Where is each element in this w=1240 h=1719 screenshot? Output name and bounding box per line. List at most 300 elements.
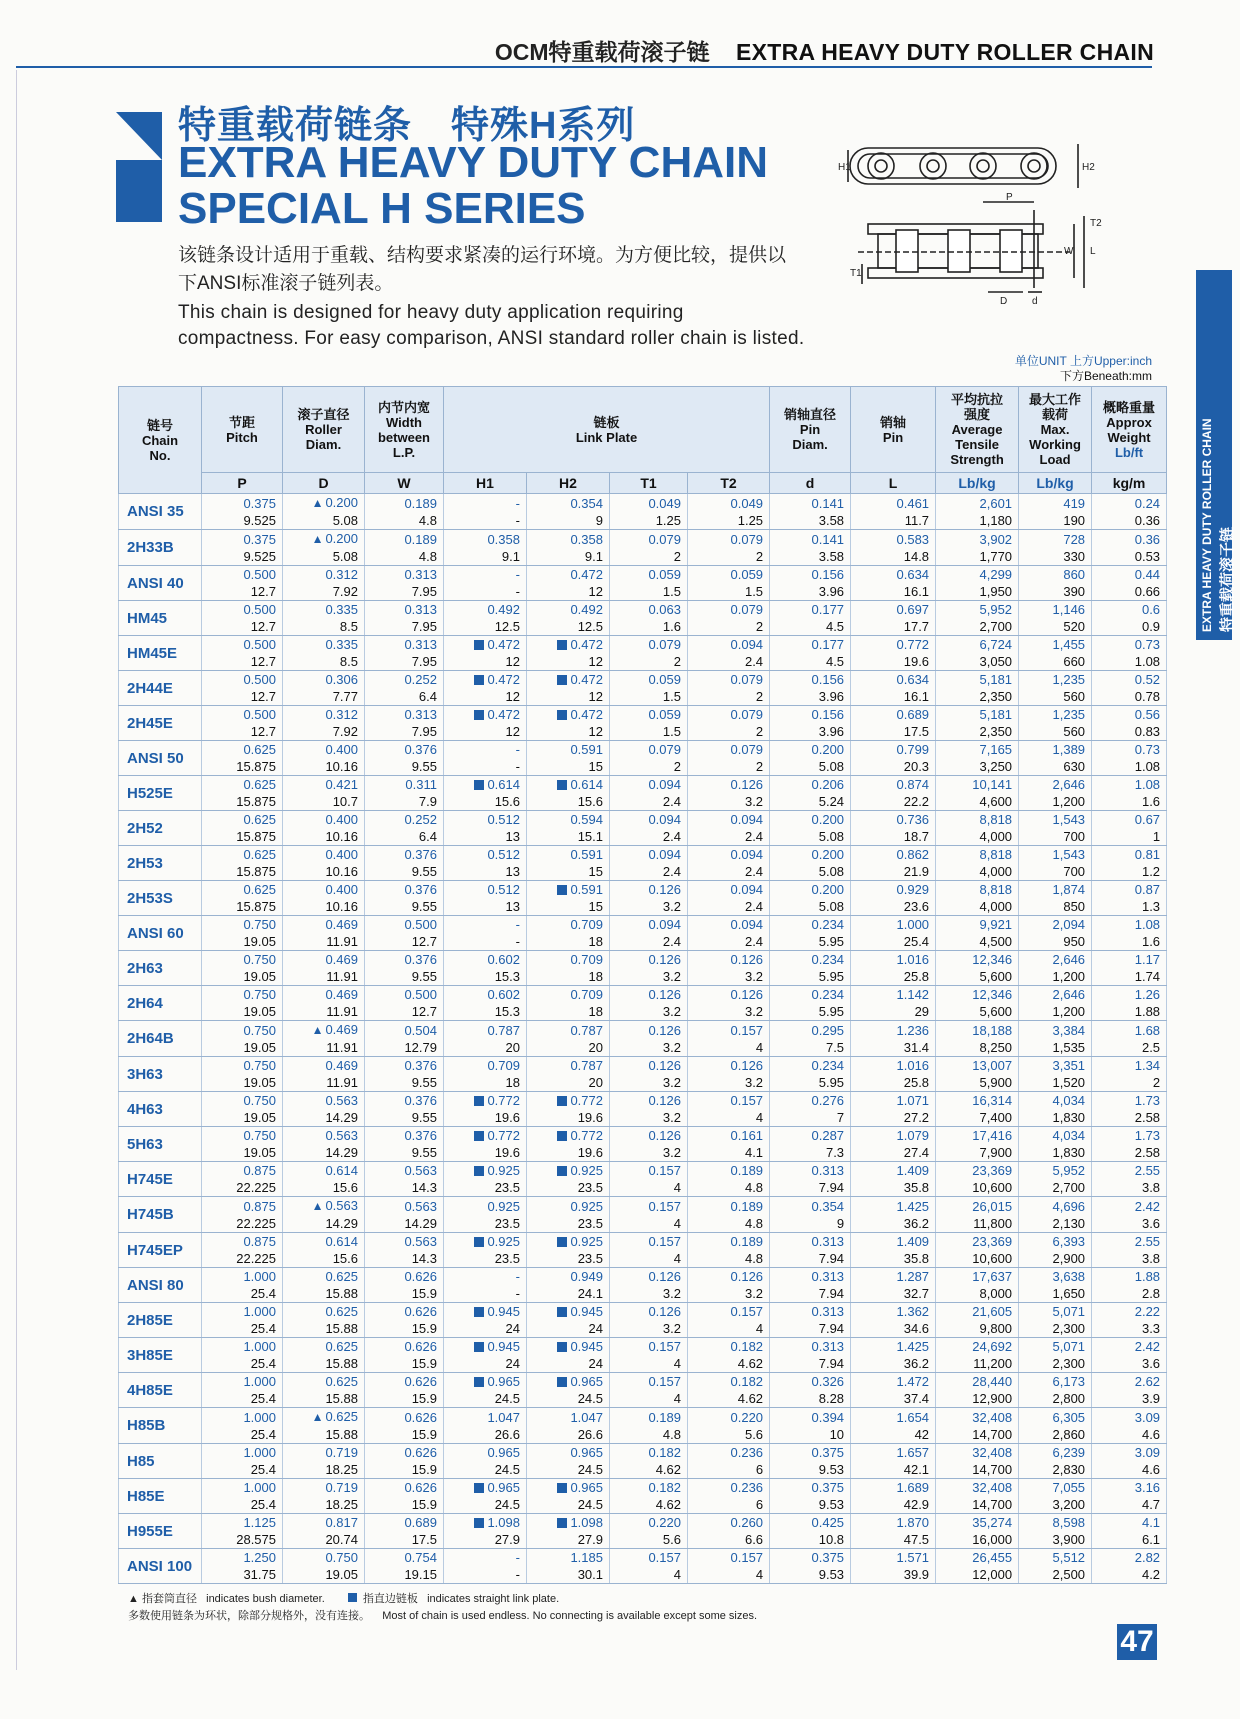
pin-length-inch-cell: 1.870: [851, 1514, 936, 1532]
table-row-inch: [119, 846, 1167, 864]
pin-diam-inch-cell: 0.156: [770, 566, 851, 584]
pin-diam-inch-cell: 0.141: [770, 494, 851, 513]
pitch-inch-cell: 1.000: [202, 1373, 283, 1391]
col-width: 内节内宽 Width between L.P.: [365, 387, 444, 473]
working-mm-cell: 190: [1019, 512, 1092, 530]
chain-number-cell: ANSI 100: [119, 1549, 202, 1584]
t2-inch-cell: 0.189: [688, 1162, 770, 1180]
working-inch-cell: 3,384: [1019, 1021, 1092, 1040]
h2-inch-cell: 0.354: [527, 494, 610, 513]
t1-mm-cell: 4: [610, 1179, 688, 1197]
diagram-label-p: P: [1006, 192, 1013, 203]
h2-mm-cell: 12: [527, 688, 610, 706]
h1-mm-cell: -: [444, 758, 527, 776]
width-mm-cell: 12.7: [365, 1003, 444, 1021]
table-row-mm: [119, 1390, 1167, 1408]
width-mm-cell: 12.79: [365, 1039, 444, 1057]
pin-diam-mm-cell: 7.94: [770, 1250, 851, 1268]
pitch-mm-cell: 19.05: [202, 1074, 283, 1092]
t1-mm-cell: 2.4: [610, 828, 688, 846]
pin-diam-inch-cell: 0.276: [770, 1092, 851, 1110]
working-mm-cell: 520: [1019, 618, 1092, 636]
pin-diam-inch-cell: 0.375: [770, 1549, 851, 1567]
t2-inch-cell: 0.094: [688, 846, 770, 864]
pin-diam-mm-cell: 3.58: [770, 512, 851, 530]
roller-inch-cell: 0.312: [283, 566, 365, 584]
pin-diam-inch-cell: 0.177: [770, 636, 851, 654]
pitch-mm-cell: 12.7: [202, 583, 283, 601]
table-row-mm: [119, 1039, 1167, 1057]
h2-mm-cell: 24.5: [527, 1461, 610, 1479]
pitch-mm-cell: 19.05: [202, 1003, 283, 1021]
working-mm-cell: 2,700: [1019, 1179, 1092, 1197]
t1-inch-cell: 0.182: [610, 1444, 688, 1462]
bush-diameter-icon: ▲: [311, 1410, 324, 1424]
weight-mm-cell: 6.1: [1092, 1531, 1167, 1549]
pin-diam-inch-cell: 0.313: [770, 1162, 851, 1180]
footnote-sq-en: indicates straight link plate.: [427, 1593, 560, 1605]
width-mm-cell: 15.9: [365, 1355, 444, 1373]
roller-inch-cell: 0.306: [283, 671, 365, 689]
chain-number-cell: H745EP: [119, 1233, 202, 1268]
chain-number-cell: 2H52: [119, 811, 202, 846]
h2-mm-cell: 9.1: [527, 548, 610, 566]
table-row-mm: [119, 1285, 1167, 1303]
h2-inch-cell: 0.614: [527, 776, 610, 794]
tensile-mm-cell: 2,700: [936, 618, 1019, 636]
working-inch-cell: 3,351: [1019, 1057, 1092, 1075]
pin-length-inch-cell: 1.689: [851, 1479, 936, 1497]
h1-inch-cell: -: [444, 566, 527, 584]
tensile-mm-cell: 4,600: [936, 793, 1019, 811]
h2-mm-cell: 15: [527, 863, 610, 881]
h2-inch-cell: 0.945: [527, 1303, 610, 1321]
pin-length-mm-cell: 21.9: [851, 863, 936, 881]
t1-mm-cell: 2.4: [610, 863, 688, 881]
t1-inch-cell: 0.126: [610, 1021, 688, 1040]
width-inch-cell: 0.500: [365, 916, 444, 934]
h2-inch-cell: 0.925: [527, 1233, 610, 1251]
table-row-mm: [119, 653, 1167, 671]
t1-mm-cell: 3.2: [610, 1039, 688, 1057]
t1-inch-cell: 0.126: [610, 986, 688, 1004]
h2-inch-cell: 0.591: [527, 741, 610, 759]
roller-inch-cell: ▲ 0.200: [283, 530, 365, 549]
chain-number-cell: H85E: [119, 1479, 202, 1514]
h2-inch-cell: 0.709: [527, 916, 610, 934]
weight-inch-cell: 1.26: [1092, 986, 1167, 1004]
roller-mm-cell: 10.7: [283, 793, 365, 811]
pin-diam-inch-cell: 0.200: [770, 811, 851, 829]
bush-diameter-icon: ▲: [311, 1199, 324, 1213]
pitch-inch-cell: 1.000: [202, 1303, 283, 1321]
pitch-mm-cell: 19.05: [202, 1109, 283, 1127]
pitch-mm-cell: 28.575: [202, 1531, 283, 1549]
h1-mm-cell: 23.5: [444, 1179, 527, 1197]
tensile-inch-cell: 32,408: [936, 1479, 1019, 1497]
weight-mm-cell: 0.78: [1092, 688, 1167, 706]
title-cn: 特重载荷链条 特殊H系列: [178, 105, 636, 147]
t1-inch-cell: 0.059: [610, 706, 688, 724]
h2-inch-cell: 0.709: [527, 951, 610, 969]
table-row-inch: [119, 1444, 1167, 1462]
straight-plate-icon: [474, 1518, 484, 1528]
h1-mm-cell: 27.9: [444, 1531, 527, 1549]
tensile-mm-cell: 3,050: [936, 653, 1019, 671]
tensile-inch-cell: 28,440: [936, 1373, 1019, 1391]
pin-length-mm-cell: 18.7: [851, 828, 936, 846]
t2-mm-cell: 4.8: [688, 1179, 770, 1197]
h1-inch-cell: 0.512: [444, 811, 527, 829]
working-inch-cell: 6,305: [1019, 1408, 1092, 1427]
tensile-inch-cell: 32,408: [936, 1444, 1019, 1462]
roller-mm-cell: 7.92: [283, 583, 365, 601]
pin-length-inch-cell: 1.362: [851, 1303, 936, 1321]
straight-plate-icon: [474, 780, 484, 790]
t1-mm-cell: 4: [610, 1355, 688, 1373]
straight-plate-icon: [557, 710, 567, 720]
t2-inch-cell: 0.260: [688, 1514, 770, 1532]
tensile-inch-cell: 8,818: [936, 846, 1019, 864]
pitch-inch-cell: 0.500: [202, 566, 283, 584]
h1-inch-cell: 0.358: [444, 530, 527, 549]
tensile-mm-cell: 5,900: [936, 1074, 1019, 1092]
table-row-mm: [119, 1496, 1167, 1514]
tensile-mm-cell: 14,700: [936, 1461, 1019, 1479]
weight-mm-cell: 0.36: [1092, 512, 1167, 530]
pitch-mm-cell: 22.225: [202, 1250, 283, 1268]
t2-inch-cell: 0.189: [688, 1233, 770, 1251]
weight-mm-cell: 1.08: [1092, 758, 1167, 776]
pin-length-mm-cell: 17.5: [851, 723, 936, 741]
straight-plate-icon: [474, 1096, 484, 1106]
pitch-inch-cell: 0.625: [202, 846, 283, 864]
working-mm-cell: 630: [1019, 758, 1092, 776]
h2-mm-cell: 19.6: [527, 1109, 610, 1127]
roller-mm-cell: 14.29: [283, 1109, 365, 1127]
h1-mm-cell: 24: [444, 1355, 527, 1373]
table-row-inch: [119, 1127, 1167, 1145]
bush-diameter-icon: ▲: [311, 532, 324, 546]
table-row-inch: [119, 741, 1167, 759]
width-mm-cell: 7.9: [365, 793, 444, 811]
h2-inch-cell: 0.945: [527, 1338, 610, 1356]
working-inch-cell: 1,455: [1019, 636, 1092, 654]
width-mm-cell: 9.55: [365, 1109, 444, 1127]
table-row-mm: [119, 793, 1167, 811]
working-mm-cell: 950: [1019, 933, 1092, 951]
working-inch-cell: 1,543: [1019, 811, 1092, 829]
roller-mm-cell: 19.05: [283, 1566, 365, 1584]
t1-inch-cell: 0.059: [610, 566, 688, 584]
pin-diam-inch-cell: 0.200: [770, 846, 851, 864]
table-row-inch: [119, 776, 1167, 794]
t2-inch-cell: 0.182: [688, 1373, 770, 1391]
pitch-inch-cell: 1.000: [202, 1479, 283, 1497]
chain-number-cell: 2H45E: [119, 706, 202, 741]
pitch-mm-cell: 15.875: [202, 828, 283, 846]
pin-diam-inch-cell: 0.425: [770, 1514, 851, 1532]
h1-inch-cell: -: [444, 741, 527, 759]
roller-mm-cell: 18.25: [283, 1496, 365, 1514]
pin-length-inch-cell: 0.634: [851, 671, 936, 689]
table-row-inch: [119, 1162, 1167, 1180]
pin-length-mm-cell: 42.1: [851, 1461, 936, 1479]
col-weight: [1092, 387, 1167, 473]
col-roller: 滚子直径 Roller Diam.: [283, 387, 365, 473]
table-row-inch: [119, 530, 1167, 549]
weight-mm-cell: 0.66: [1092, 583, 1167, 601]
roller-mm-cell: 20.74: [283, 1531, 365, 1549]
h2-mm-cell: 12.5: [527, 618, 610, 636]
t1-mm-cell: 3.2: [610, 1320, 688, 1338]
working-inch-cell: 3,638: [1019, 1268, 1092, 1286]
h1-inch-cell: 0.512: [444, 846, 527, 864]
h2-mm-cell: 18: [527, 933, 610, 951]
h2-mm-cell: 15: [527, 758, 610, 776]
bush-diameter-icon: ▲: [311, 1023, 324, 1037]
h2-mm-cell: 23.5: [527, 1250, 610, 1268]
pin-length-inch-cell: 0.583: [851, 530, 936, 549]
unit-note: [1015, 354, 1152, 384]
chain-number-cell: 4H85E: [119, 1373, 202, 1408]
tensile-inch-cell: 8,818: [936, 811, 1019, 829]
h1-mm-cell: -: [444, 512, 527, 530]
table-row-mm: [119, 828, 1167, 846]
h2-inch-cell: 0.787: [527, 1057, 610, 1075]
pitch-inch-cell: 0.875: [202, 1197, 283, 1216]
pin-diam-mm-cell: 5.24: [770, 793, 851, 811]
weight-mm-cell: 3.6: [1092, 1355, 1167, 1373]
h2-inch-cell: 0.492: [527, 601, 610, 619]
chain-number-cell: HM45: [119, 601, 202, 636]
pitch-mm-cell: 15.875: [202, 898, 283, 916]
pin-diam-inch-cell: 0.287: [770, 1127, 851, 1145]
footnote-line2: [128, 1608, 757, 1625]
t2-inch-cell: 0.157: [688, 1021, 770, 1040]
pin-diam-mm-cell: 8.28: [770, 1390, 851, 1408]
working-inch-cell: 1,235: [1019, 706, 1092, 724]
width-inch-cell: 0.626: [365, 1479, 444, 1497]
t1-inch-cell: 0.220: [610, 1514, 688, 1532]
roller-inch-cell: 0.335: [283, 601, 365, 619]
weight-mm-cell: 0.9: [1092, 618, 1167, 636]
diagram-label-pin-d: d: [1032, 296, 1038, 307]
t1-mm-cell: 1.5: [610, 723, 688, 741]
t2-inch-cell: 0.079: [688, 741, 770, 759]
col-working: 最大工作 载荷 Max. Working Load: [1019, 387, 1092, 473]
working-mm-cell: 2,900: [1019, 1250, 1092, 1268]
roller-inch-cell: 0.750: [283, 1549, 365, 1567]
pin-diam-inch-cell: 0.313: [770, 1268, 851, 1286]
straight-plate-icon: [557, 1483, 567, 1493]
h1-inch-cell: 0.965: [444, 1479, 527, 1497]
weight-inch-cell: 2.62: [1092, 1373, 1167, 1391]
table-row-inch: [119, 811, 1167, 829]
pin-length-inch-cell: 1.071: [851, 1092, 936, 1110]
h1-inch-cell: 0.945: [444, 1338, 527, 1356]
tensile-inch-cell: 26,015: [936, 1197, 1019, 1216]
working-inch-cell: 860: [1019, 566, 1092, 584]
chain-number-cell: H745E: [119, 1162, 202, 1197]
h2-inch-cell: 0.787: [527, 1021, 610, 1040]
width-inch-cell: 0.626: [365, 1303, 444, 1321]
footnote-tri-en: indicates bush diameter.: [206, 1593, 325, 1605]
tensile-mm-cell: 2,350: [936, 688, 1019, 706]
t1-inch-cell: 0.094: [610, 811, 688, 829]
pitch-mm-cell: 15.875: [202, 758, 283, 776]
working-mm-cell: 2,860: [1019, 1426, 1092, 1444]
h2-inch-cell: 0.591: [527, 881, 610, 899]
t1-mm-cell: 4.8: [610, 1426, 688, 1444]
t1-mm-cell: 2: [610, 758, 688, 776]
tensile-inch-cell: 35,274: [936, 1514, 1019, 1532]
width-mm-cell: 14.3: [365, 1179, 444, 1197]
h2-mm-cell: 24.5: [527, 1390, 610, 1408]
h2-inch-cell: 0.358: [527, 530, 610, 549]
width-mm-cell: 7.95: [365, 618, 444, 636]
roller-inch-cell: ▲ 0.200: [283, 494, 365, 513]
h1-mm-cell: 23.5: [444, 1250, 527, 1268]
pin-diam-inch-cell: 0.234: [770, 1057, 851, 1075]
pitch-mm-cell: 25.4: [202, 1390, 283, 1408]
width-inch-cell: 0.313: [365, 706, 444, 724]
table-row-mm: [119, 1144, 1167, 1162]
sym-t2: T2: [688, 473, 770, 494]
weight-inch-cell: 4.1: [1092, 1514, 1167, 1532]
title-accent-triangle: [116, 112, 162, 160]
weight-inch-cell: 0.52: [1092, 671, 1167, 689]
t1-inch-cell: 0.126: [610, 1268, 688, 1286]
roller-inch-cell: 0.400: [283, 881, 365, 899]
pin-diam-inch-cell: 0.206: [770, 776, 851, 794]
t2-mm-cell: 2.4: [688, 828, 770, 846]
t2-mm-cell: 3.2: [688, 1074, 770, 1092]
t2-inch-cell: 0.157: [688, 1549, 770, 1567]
pitch-mm-cell: 19.05: [202, 968, 283, 986]
h2-mm-cell: 12: [527, 583, 610, 601]
pin-length-inch-cell: 0.461: [851, 494, 936, 513]
pitch-inch-cell: 1.000: [202, 1408, 283, 1427]
pitch-inch-cell: 0.500: [202, 671, 283, 689]
h2-mm-cell: 15.6: [527, 793, 610, 811]
weight-mm-cell: 1.2: [1092, 863, 1167, 881]
pin-length-mm-cell: 20.3: [851, 758, 936, 776]
pin-length-inch-cell: 1.236: [851, 1021, 936, 1040]
width-mm-cell: 15.9: [365, 1426, 444, 1444]
pitch-inch-cell: 1.250: [202, 1549, 283, 1567]
straight-plate-icon: [557, 885, 567, 895]
pitch-inch-cell: 0.750: [202, 1021, 283, 1040]
width-inch-cell: 0.376: [365, 1092, 444, 1110]
tensile-inch-cell: 23,369: [936, 1162, 1019, 1180]
tensile-inch-cell: 32,408: [936, 1408, 1019, 1427]
working-mm-cell: 3,200: [1019, 1496, 1092, 1514]
h2-mm-cell: 23.5: [527, 1215, 610, 1233]
h1-inch-cell: 0.602: [444, 951, 527, 969]
t1-mm-cell: 2: [610, 548, 688, 566]
width-mm-cell: 15.9: [365, 1285, 444, 1303]
pin-diam-inch-cell: 0.177: [770, 601, 851, 619]
col-weight-unit: Lb/ft: [1114, 444, 1144, 460]
straight-plate-icon: [474, 1131, 484, 1141]
t1-mm-cell: 1.25: [610, 512, 688, 530]
h2-inch-cell: 0.472: [527, 706, 610, 724]
working-inch-cell: 7,055: [1019, 1479, 1092, 1497]
tensile-mm-cell: 12,900: [936, 1390, 1019, 1408]
t2-inch-cell: 0.157: [688, 1303, 770, 1321]
pitch-mm-cell: 19.05: [202, 1039, 283, 1057]
weight-mm-cell: 3.6: [1092, 1215, 1167, 1233]
t2-mm-cell: 5.6: [688, 1426, 770, 1444]
weight-mm-cell: 2.58: [1092, 1109, 1167, 1127]
pin-length-inch-cell: 0.862: [851, 846, 936, 864]
pin-diam-inch-cell: 0.394: [770, 1408, 851, 1427]
chain-spec-table: [118, 386, 1167, 1584]
straight-plate-icon: [474, 1483, 484, 1493]
tensile-inch-cell: 4,299: [936, 566, 1019, 584]
t1-inch-cell: 0.079: [610, 530, 688, 549]
weight-inch-cell: 0.24: [1092, 494, 1167, 513]
table-row-mm: [119, 1320, 1167, 1338]
chain-number-cell: H955E: [119, 1514, 202, 1549]
tensile-inch-cell: 23,369: [936, 1233, 1019, 1251]
table-row-mm: [119, 1109, 1167, 1127]
roller-mm-cell: 10.16: [283, 828, 365, 846]
pin-diam-mm-cell: 9.53: [770, 1496, 851, 1514]
width-mm-cell: 14.29: [365, 1215, 444, 1233]
col-pin: 销轴 Pin: [851, 387, 936, 473]
roller-mm-cell: 14.29: [283, 1215, 365, 1233]
t1-mm-cell: 5.6: [610, 1531, 688, 1549]
straight-plate-icon: [557, 1096, 567, 1106]
width-mm-cell: 15.9: [365, 1320, 444, 1338]
footnote-tri-cn: ▲ 指套筒直径: [128, 1593, 197, 1605]
title-accent-bar: [116, 160, 162, 222]
weight-inch-cell: 1.34: [1092, 1057, 1167, 1075]
roller-mm-cell: 10.16: [283, 863, 365, 881]
roller-mm-cell: 15.88: [283, 1390, 365, 1408]
h1-inch-cell: -: [444, 916, 527, 934]
weight-inch-cell: 0.44: [1092, 566, 1167, 584]
h1-inch-cell: 1.047: [444, 1408, 527, 1427]
h1-mm-cell: -: [444, 933, 527, 951]
pitch-mm-cell: 25.4: [202, 1496, 283, 1514]
t1-mm-cell: 3.2: [610, 1003, 688, 1021]
table-row-inch: [119, 1303, 1167, 1321]
roller-mm-cell: 15.88: [283, 1355, 365, 1373]
weight-inch-cell: 1.88: [1092, 1268, 1167, 1286]
sym-p: P: [202, 473, 283, 494]
width-mm-cell: 4.8: [365, 548, 444, 566]
pin-diam-inch-cell: 0.234: [770, 916, 851, 934]
pitch-inch-cell: 0.625: [202, 811, 283, 829]
sym-tensile-unit: Lb/kg: [936, 473, 1019, 494]
t1-mm-cell: 4: [610, 1566, 688, 1584]
chain-number-cell: H85B: [119, 1408, 202, 1444]
page-header: [495, 34, 1154, 67]
pitch-mm-cell: 25.4: [202, 1285, 283, 1303]
width-mm-cell: 15.9: [365, 1461, 444, 1479]
unit-line2: 下方Beneath:mm: [1059, 369, 1152, 383]
roller-inch-cell: 0.400: [283, 741, 365, 759]
weight-mm-cell: 4.6: [1092, 1426, 1167, 1444]
h2-mm-cell: 18: [527, 1003, 610, 1021]
weight-mm-cell: 2.58: [1092, 1144, 1167, 1162]
pin-length-inch-cell: 1.409: [851, 1162, 936, 1180]
weight-mm-cell: 4.2: [1092, 1566, 1167, 1584]
pitch-mm-cell: 19.05: [202, 933, 283, 951]
